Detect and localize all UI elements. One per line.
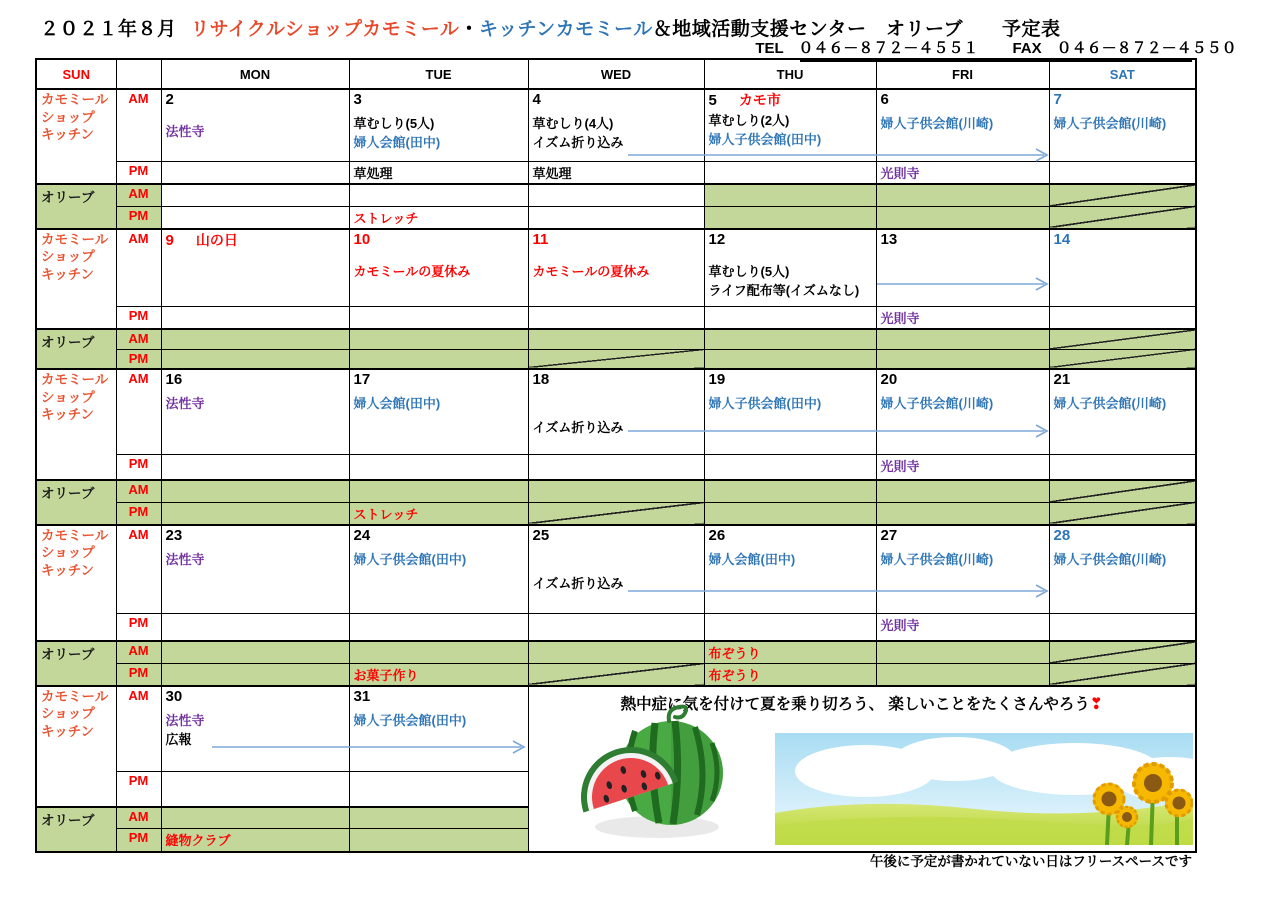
- olive-cell-closed: [528, 502, 704, 525]
- date-number: 7: [1053, 91, 1062, 108]
- pm-label: PM: [116, 349, 161, 369]
- day-cell-aug2: [161, 89, 349, 161]
- event: 婦人子供会館(川崎): [1053, 116, 1167, 131]
- schedule-table: [35, 58, 1197, 853]
- olive-cell: [704, 349, 876, 369]
- date-number: 13: [880, 230, 898, 248]
- pm-label: PM: [116, 829, 161, 852]
- olive-cell-closed: [528, 663, 704, 686]
- date-number: 18: [532, 371, 550, 388]
- week4-pm-row: [36, 614, 1196, 641]
- olive-cell: [876, 349, 1049, 369]
- week3-olive-pm-row: [36, 502, 1196, 525]
- event: 婦人子供会館(川崎): [1053, 396, 1167, 411]
- facility-label-chamomile: [36, 686, 116, 807]
- am-label: AM: [116, 369, 161, 454]
- olive-cell: [349, 184, 528, 206]
- olive-cell: [161, 480, 349, 502]
- date-number: 26: [708, 526, 726, 544]
- footer-note: 午後に予定が書かれていない日はフリースペースです: [869, 854, 1192, 869]
- header-sun: SUN: [36, 59, 116, 89]
- facility-label-chamomile: [36, 229, 116, 330]
- week1-am-row: [36, 89, 1196, 161]
- label-line: カモミール: [41, 688, 109, 704]
- date-number: 6: [880, 91, 889, 108]
- title-separator: ・: [459, 19, 479, 40]
- day-cell-aug20: [876, 369, 1049, 454]
- week2-pm-row: [36, 307, 1196, 330]
- olive-cell: [528, 206, 704, 229]
- event: 草むしり(5人): [353, 116, 435, 131]
- day-cell-aug25: [528, 525, 704, 614]
- date-number: 27: [880, 526, 898, 544]
- olive-cell: [161, 663, 349, 686]
- week4-am-row: [36, 525, 1196, 614]
- week1-pm-row: [36, 161, 1196, 184]
- event: 法性寺: [165, 712, 205, 728]
- event: 婦人子供会館(川崎): [880, 551, 994, 567]
- event: 草むしり(2人): [708, 113, 790, 128]
- facility-label-olive: オリーブ: [36, 329, 116, 369]
- date-number: 4: [532, 91, 541, 108]
- facility-label-chamomile: [36, 525, 116, 641]
- olive-cell-closed: [528, 349, 704, 369]
- facility-label-olive: オリーブ: [36, 184, 116, 229]
- facility-label-olive: オリーブ: [36, 480, 116, 525]
- olive-cell: [704, 502, 876, 525]
- date-number: 28: [1053, 526, 1071, 544]
- title-suffix: ＆地域活動支援センター オリーブ 予定表: [652, 19, 1061, 40]
- label-line: キッチン: [41, 723, 95, 739]
- facility-label-chamomile: [36, 89, 116, 184]
- day-cell-aug30: [161, 686, 349, 772]
- week3-olive-am-row: [36, 480, 1196, 502]
- day-cell-aug6: [876, 89, 1049, 161]
- label-line: キッチン: [41, 407, 95, 423]
- am-label: AM: [116, 686, 161, 772]
- event: カモミールの夏休み: [353, 263, 471, 279]
- olive-cell: [528, 480, 704, 502]
- date-number: 11: [532, 230, 549, 248]
- pm-cell: 光則寺: [876, 307, 1049, 330]
- facility-label-olive: オリーブ: [36, 807, 116, 852]
- day-cell-aug19: [704, 369, 876, 454]
- olive-cell: [704, 184, 876, 206]
- pm-cell: [161, 614, 349, 641]
- header-fri: FRI: [876, 59, 1049, 89]
- olive-cell: [704, 480, 876, 502]
- day-cell-aug9: [161, 229, 349, 307]
- holiday-tag: カモ市: [738, 92, 781, 108]
- pm-cell: [1049, 454, 1196, 480]
- date-number: [166, 231, 345, 250]
- header-tue: TUE: [349, 59, 528, 89]
- pm-cell: [528, 307, 704, 330]
- label-line: ショップ: [41, 706, 95, 722]
- week4-olive-pm-row: [36, 663, 1196, 686]
- olive-cell: [876, 663, 1049, 686]
- olive-cell: [349, 807, 528, 829]
- date-number: 20: [880, 371, 898, 388]
- pm-cell: [349, 454, 528, 480]
- olive-cell: [528, 184, 704, 206]
- am-label: AM: [116, 89, 161, 161]
- pm-cell: [704, 307, 876, 330]
- heart-exclamation-icon: ❣: [1089, 695, 1103, 713]
- label-line: ショップ: [41, 545, 95, 561]
- event: 婦人子供会館(川崎): [880, 116, 994, 131]
- event: 法性寺: [165, 551, 205, 567]
- day-cell-aug21: [1049, 369, 1196, 454]
- event: 広報: [165, 731, 192, 747]
- olive-cell: [349, 329, 528, 349]
- am-label: AM: [116, 480, 161, 502]
- date-number: 16: [165, 371, 183, 388]
- title-shop1: リサイクルショップカモミール: [190, 19, 460, 40]
- event: イズム折り込み: [532, 135, 624, 150]
- header-ampm: [116, 59, 161, 89]
- event: 草むしり(5人): [708, 263, 790, 279]
- olive-cell: [349, 641, 528, 664]
- olive-cell: [876, 184, 1049, 206]
- pm-cell: 草処理: [528, 161, 704, 184]
- week2-olive-am-row: [36, 329, 1196, 349]
- olive-cell-closed: [1049, 663, 1196, 686]
- olive-cell: [876, 641, 1049, 664]
- day-cell-aug7: [1049, 89, 1196, 161]
- olive-cell: 縫物クラブ: [161, 829, 349, 852]
- olive-cell: [876, 480, 1049, 502]
- date-number: 23: [165, 526, 183, 544]
- day-cell-aug13: [876, 229, 1049, 307]
- olive-cell-closed: [1049, 329, 1196, 349]
- fax-number: FAX ０４６－８７２－４５５０: [1012, 40, 1237, 57]
- olive-cell: [528, 329, 704, 349]
- day-cell-aug5: [704, 89, 876, 161]
- label-line: キッチン: [41, 266, 95, 282]
- olive-cell: ストレッチ: [349, 206, 528, 229]
- event: ライフ配布等(イズムなし): [708, 282, 860, 298]
- pm-cell: 光則寺: [876, 454, 1049, 480]
- tel-number: TEL ０４６－８７２－４５５１: [755, 40, 979, 57]
- olive-cell: [161, 641, 349, 664]
- facility-label-olive: オリーブ: [36, 641, 116, 686]
- olive-cell: [704, 206, 876, 229]
- event: イズム折り込み: [532, 420, 624, 435]
- am-label: AM: [116, 329, 161, 349]
- pm-label: PM: [116, 614, 161, 641]
- pm-cell: [349, 307, 528, 330]
- pm-cell: [349, 614, 528, 641]
- date-number: 10: [353, 230, 371, 248]
- header-mon: MON: [161, 59, 349, 89]
- facility-label-chamomile: [36, 369, 116, 480]
- header-sat: SAT: [1049, 59, 1196, 89]
- pm-label: PM: [116, 161, 161, 184]
- olive-cell: [161, 349, 349, 369]
- pm-cell: [704, 454, 876, 480]
- am-label: AM: [116, 229, 161, 307]
- olive-cell: 布ぞうり: [704, 663, 876, 686]
- olive-cell-closed: [1049, 349, 1196, 369]
- event: 婦人会館(田中): [353, 396, 441, 411]
- title-month: ２０２１年８月: [40, 19, 177, 40]
- event: 婦人子供会館(田中): [708, 396, 822, 411]
- label-line: カモミール: [41, 527, 109, 543]
- olive-cell: お菓子作り: [349, 663, 528, 686]
- label-line: カモミール: [41, 231, 109, 247]
- week2-am-row: [36, 229, 1196, 307]
- label-line: カモミール: [41, 372, 109, 387]
- label-line: キッチン: [41, 127, 95, 143]
- pm-cell: [704, 161, 876, 184]
- pm-cell: [1049, 161, 1196, 184]
- pm-cell: [161, 454, 349, 480]
- header-wed: WED: [528, 59, 704, 89]
- event: 草むしり(4人): [532, 116, 614, 131]
- day-cell-aug26: [704, 525, 876, 614]
- event: 婦人子供会館(川崎): [880, 396, 994, 411]
- pm-cell: 草処理: [349, 161, 528, 184]
- pm-cell: [349, 772, 528, 807]
- day-cell-aug12: [704, 229, 876, 307]
- am-label: AM: [116, 807, 161, 829]
- event: 婦人子供会館(田中): [708, 132, 822, 147]
- date-number: [709, 91, 872, 110]
- week1-olive-am-row: [36, 184, 1196, 206]
- event: 婦人会館(田中): [708, 551, 796, 567]
- date-number: 30: [165, 687, 183, 705]
- summer-message-text: 熱中症に気を付けて夏を乗り切ろう、 楽しいことをたくさんやろう: [620, 695, 1090, 713]
- pm-cell: [161, 772, 349, 807]
- olive-cell: ストレッチ: [349, 502, 528, 525]
- pm-label: PM: [116, 663, 161, 686]
- olive-cell-closed: [1049, 206, 1196, 229]
- pm-cell: 光則寺: [876, 161, 1049, 184]
- watermelon-illustration: [569, 701, 739, 843]
- pm-cell: [161, 307, 349, 330]
- week3-am-row: [36, 369, 1196, 454]
- olive-cell: [528, 641, 704, 664]
- pm-cell: [528, 614, 704, 641]
- pm-label: PM: [116, 502, 161, 525]
- title-shop2: キッチンカモミール: [478, 19, 653, 40]
- date-number: 3: [353, 91, 362, 108]
- date-number: 24: [353, 526, 371, 544]
- day-cell-aug4: [528, 89, 704, 161]
- am-label: AM: [116, 184, 161, 206]
- day-cell-aug17: [349, 369, 528, 454]
- olive-cell: [161, 807, 349, 829]
- event: イズム折り込み: [532, 575, 624, 591]
- olive-cell: [876, 502, 1049, 525]
- label-line: キッチン: [41, 562, 95, 578]
- olive-cell: [161, 329, 349, 349]
- olive-cell-closed: [1049, 641, 1196, 664]
- day-cell-aug24: [349, 525, 528, 614]
- day-cell-aug16: [161, 369, 349, 454]
- am-label: AM: [116, 525, 161, 614]
- olive-cell: [876, 206, 1049, 229]
- olive-cell: [349, 349, 528, 369]
- pm-label: PM: [116, 454, 161, 480]
- pm-cell: [528, 454, 704, 480]
- olive-cell: [349, 480, 528, 502]
- day-cell-aug28: [1049, 525, 1196, 614]
- event: 婦人子供会館(田中): [353, 712, 467, 728]
- olive-cell: [349, 829, 528, 852]
- pm-label: PM: [116, 772, 161, 807]
- date-number: 19: [708, 371, 726, 388]
- event: 婦人子供会館(田中): [353, 551, 467, 567]
- olive-cell-closed: [1049, 480, 1196, 502]
- am-label: AM: [116, 641, 161, 664]
- day-cell-aug11: [528, 229, 704, 307]
- label-line: ショップ: [41, 249, 95, 265]
- day-cell-aug14: [1049, 229, 1196, 307]
- day-cell-aug3: [349, 89, 528, 161]
- date-number-text: 5: [708, 92, 717, 109]
- pm-label: PM: [116, 206, 161, 229]
- header-thu: THU: [704, 59, 876, 89]
- summer-field-illustration: [775, 733, 1193, 845]
- label-line: ショップ: [41, 109, 95, 125]
- week2-olive-pm-row: [36, 349, 1196, 369]
- label-line: ショップ: [41, 389, 95, 405]
- date-number: 21: [1053, 371, 1071, 388]
- olive-cell: [704, 329, 876, 349]
- date-number: 2: [165, 91, 174, 108]
- olive-cell: [161, 502, 349, 525]
- pm-cell: 光則寺: [876, 614, 1049, 641]
- day-cell-aug27: [876, 525, 1049, 614]
- event: 法性寺: [165, 396, 205, 411]
- olive-cell: 布ぞうり: [704, 641, 876, 664]
- olive-cell: [161, 184, 349, 206]
- summer-message-area: [528, 686, 1196, 852]
- date-number: 14: [1053, 230, 1071, 248]
- pm-cell: [704, 614, 876, 641]
- event: 婦人子供会館(川崎): [1053, 551, 1167, 567]
- event: 婦人会館(田中): [353, 135, 441, 150]
- pm-cell: [1049, 307, 1196, 330]
- week1-olive-pm-row: [36, 206, 1196, 229]
- date-number-text: 9: [165, 231, 174, 249]
- pm-cell: [161, 161, 349, 184]
- week4-olive-am-row: [36, 641, 1196, 664]
- day-cell-aug18: [528, 369, 704, 454]
- date-number: 17: [353, 371, 371, 388]
- weekday-header-row: [36, 59, 1196, 89]
- day-cell-aug23: [161, 525, 349, 614]
- olive-cell-closed: [1049, 184, 1196, 206]
- date-number: 25: [532, 526, 550, 544]
- olive-cell-closed: [1049, 502, 1196, 525]
- pm-cell: [1049, 614, 1196, 641]
- label-line: カモミール: [41, 92, 109, 107]
- date-number: 12: [708, 230, 726, 248]
- day-cell-aug10: [349, 229, 528, 307]
- olive-cell: [161, 206, 349, 229]
- holiday-tag: 山の日: [195, 231, 238, 248]
- event: カモミールの夏休み: [532, 263, 650, 279]
- date-number: 31: [353, 687, 371, 705]
- week5-am-row: [36, 686, 1196, 772]
- pm-label: PM: [116, 307, 161, 330]
- week3-pm-row: [36, 454, 1196, 480]
- event: 法性寺: [165, 124, 205, 139]
- day-cell-aug31: [349, 686, 528, 772]
- olive-cell: [876, 329, 1049, 349]
